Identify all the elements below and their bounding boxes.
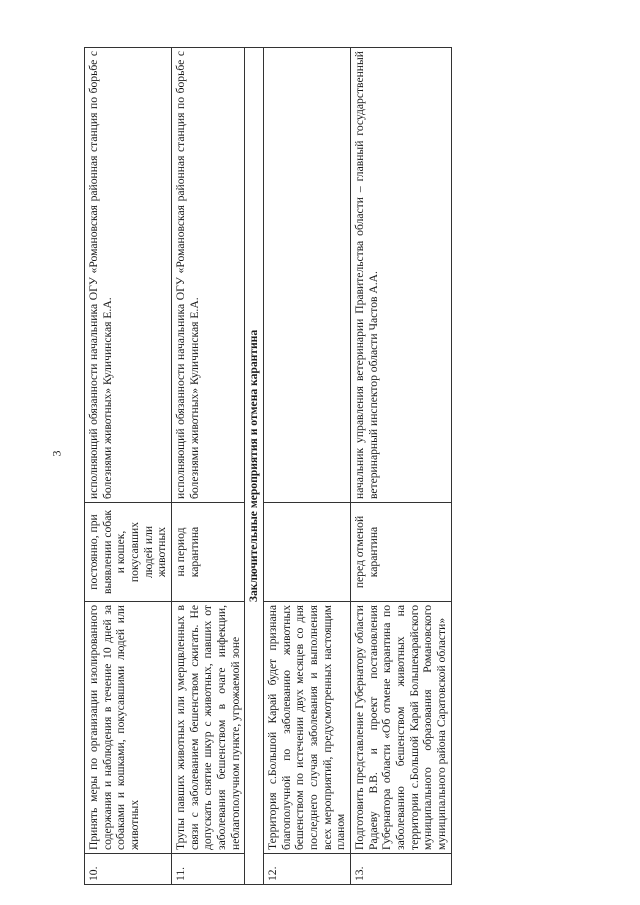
row-number: 12. [264,854,351,885]
rotated-table-container [84,47,572,885]
action-cell: Территория с.Большой Карай будет признана благополучной по заболеванию животных бешенством по истечении двух месяцев со дня последнего случая заболевания и выполнения всех мероприятий, предусмотренных настоящим планом [264,602,351,854]
responsible-cell: начальник управления ветеринарии Правительства области – главный государственный ветеринарный инспектор области Частов А.А. [351,48,452,503]
table-row [264,48,351,885]
term-cell: перед отменой карантина [351,503,452,602]
term-cell: постоянно, при выявлении собак и кошек, покусавших людей или животных [85,503,172,602]
term-cell [264,503,351,602]
responsible-cell [264,48,351,503]
responsible-cell: исполняющий обязанности начальника ОГУ «Романовская районная станция по борьбе с болезнями животных» Куличинская Е.А. [172,48,245,503]
plan-table [84,47,452,885]
term-cell: на период карантина [172,503,245,602]
action-cell: Трупы павших животных или умерщвленных в связи с заболеванием бешенством сжигать. Не допускать снятие шкур с животных, павших от заболевания бешенством в очаге инфекции, неблагополучном пункте, угрожаемой зоне [172,602,245,854]
row-number: 10. [85,854,172,885]
table-row [85,48,172,885]
page-number: 3 [49,450,64,457]
action-cell: Подготовить представление Губернатору области Радаеву В.В. и проект постановления Губернатора области «Об отмене карантина по заболеванию бешенством животных на территории с.Большой Карай Большекарайского муниципального образования Романовского муниципального района Саратовской области» [351,602,452,854]
row-number: 11. [172,854,245,885]
responsible-cell: исполняющий обязанности начальника ОГУ «Романовская районная станция по борьбе с болезнями животных» Куличинская Е.А. [85,48,172,503]
section-header-row [245,48,264,885]
table-row [172,48,245,885]
table-row [351,48,452,885]
row-number: 13. [351,854,452,885]
section-title: Заключительные мероприятия и отмена карантина [245,48,264,885]
action-cell: Принять меры по организации изолированного содержания и наблюдения в течение 10 дней за собаками и кошками, покусавшими людей или животных [85,602,172,854]
